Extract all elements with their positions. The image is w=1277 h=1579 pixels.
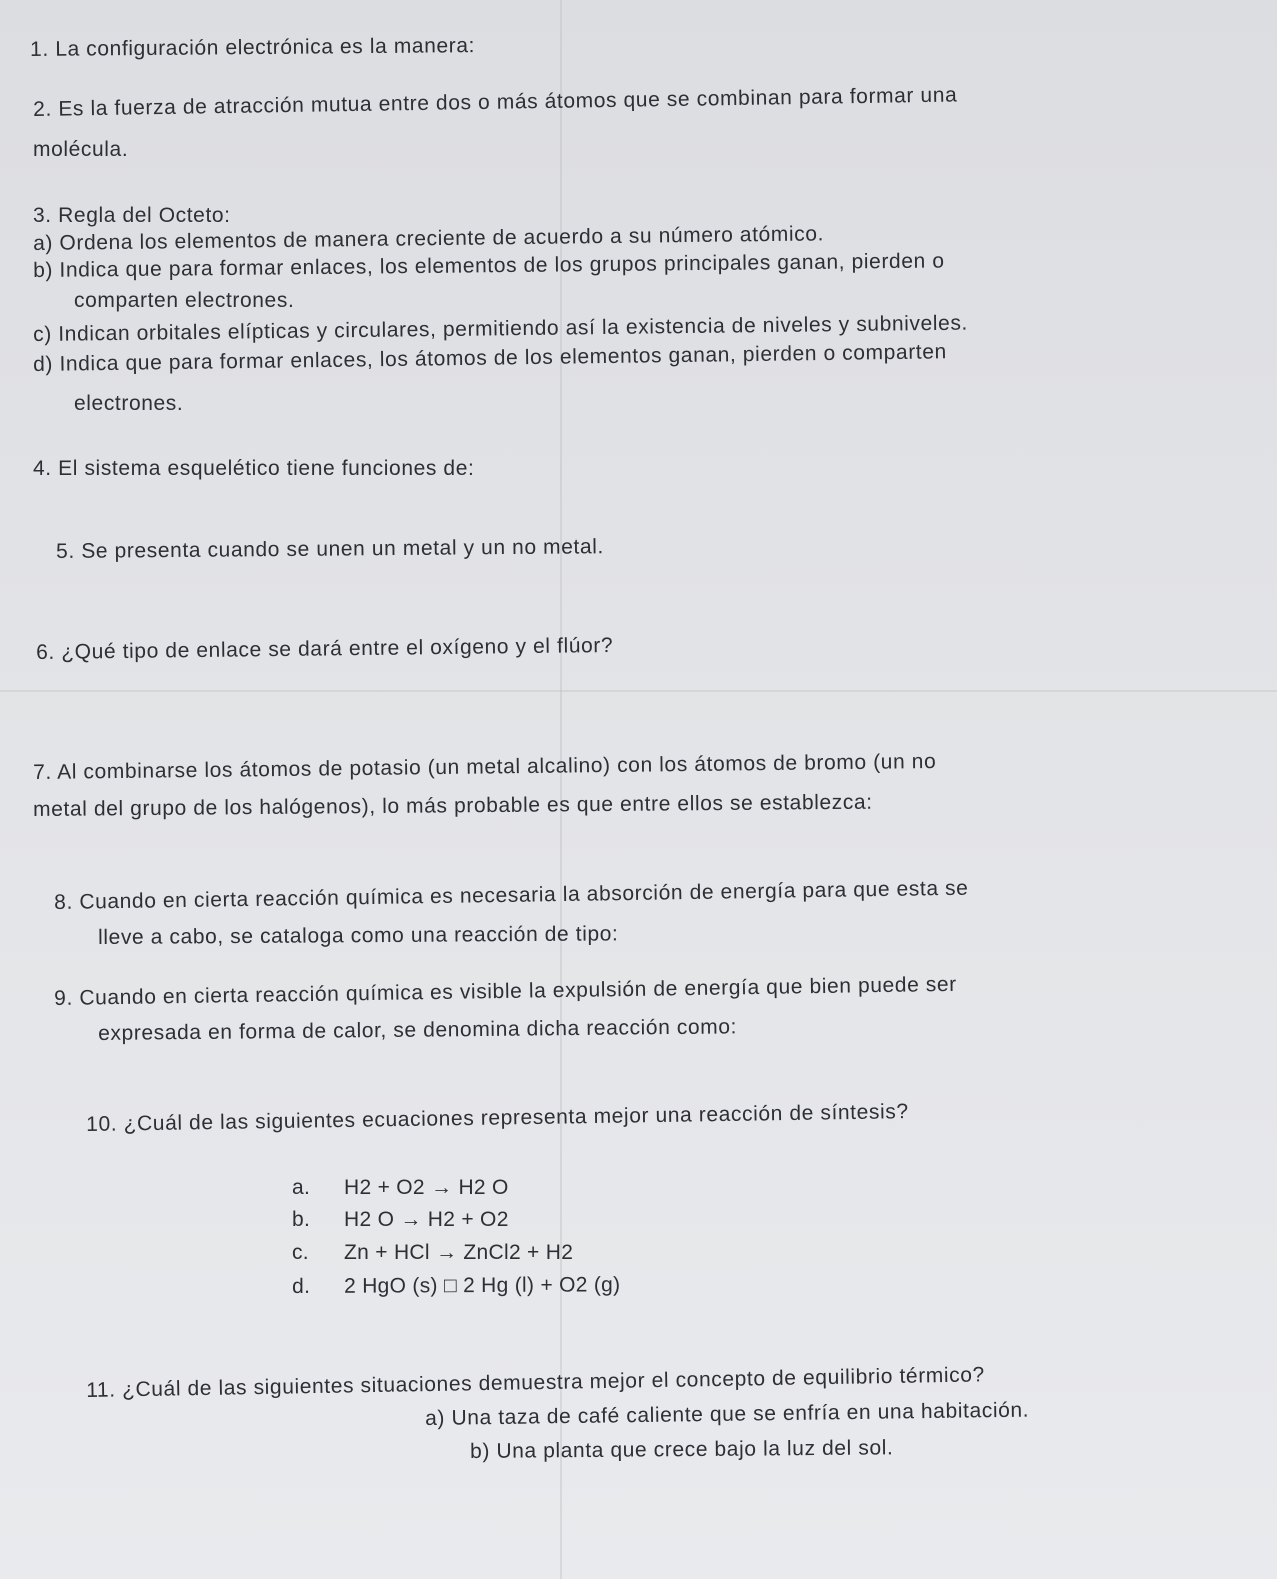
question-7-line-2: metal del grupo de los halógenos), lo más probable es que entre ellos se establezca: — [33, 790, 873, 821]
question-2-line-1: 2. Es la fuerza de atracción mutua entre dos o más átomos que se combinan para formar una — [33, 83, 958, 121]
question-4: 4. El sistema esquelético tiene funciones de: — [33, 457, 475, 480]
question-9-line-1: 9. Cuando en cierta reacción química es visible la expulsión de energía que bien puede ser — [54, 972, 957, 1010]
question-10-option-b — [292, 1207, 509, 1233]
question-3-option-d-line-1: d) Indica que para formar enlaces, los átomos de los elementos ganan, pierden o comparten — [33, 340, 947, 376]
question-11-option-a: a) Una taza de café caliente que se enfría en una habitación. — [425, 1398, 1030, 1430]
paper-fold-horizontal — [0, 690, 1277, 692]
question-10-option-a — [292, 1175, 509, 1201]
question-9-line-2: expresada en forma de calor, se denomina dicha reacción como: — [98, 1015, 738, 1045]
question-3-option-d-line-2: electrones. — [74, 392, 184, 415]
question-1: 1. La configuración electrónica es la manera: — [30, 34, 476, 61]
option-label: b. — [292, 1208, 311, 1231]
question-3-option-c: c) Indican orbitales elípticas y circulares, permitiendo así la existencia de niveles y subniveles. — [33, 311, 969, 346]
question-3: 3. Regla del Octeto: — [33, 204, 231, 227]
equation: H2 O → H2 + O2 — [344, 1208, 509, 1231]
question-3-option-b-line-1: b) Indica que para formar enlaces, los elementos de los grupos principales ganan, pierden o — [33, 249, 945, 282]
equation: Zn + HCl → ZnCl2 + H2 — [344, 1241, 574, 1264]
question-10-option-d — [292, 1272, 620, 1300]
question-5: 5. Se presenta cuando se unen un metal y un no metal. — [56, 535, 605, 563]
question-8-line-2: lleve a cabo, se cataloga como una reacción de tipo: — [98, 922, 619, 949]
question-10: 10. ¿Cuál de las siguientes ecuaciones representa mejor una reacción de síntesis? — [86, 1100, 909, 1136]
question-6: 6. ¿Qué tipo de enlace se dará entre el oxígeno y el flúor? — [36, 633, 614, 664]
question-3-option-a: a) Ordena los elementos de manera creciente de acuerdo a su número atómico. — [33, 222, 825, 255]
equation: H2 + O2 → H2 O — [344, 1176, 509, 1199]
option-label: d. — [292, 1274, 311, 1298]
equation: 2 HgO (s) □ 2 Hg (l) + O2 (g) — [344, 1273, 621, 1298]
question-3-option-b-line-2: comparten electrones. — [74, 289, 295, 312]
question-11-option-b: b) Una planta que crece bajo la luz del sol. — [470, 1436, 894, 1463]
option-label: a. — [292, 1176, 311, 1199]
question-11: 11. ¿Cuál de las siguientes situaciones demuestra mejor el concepto de equilibrio térmico? — [86, 1363, 986, 1402]
question-10-option-c — [292, 1240, 573, 1266]
question-8-line-1: 8. Cuando en cierta reacción química es necesaria la absorción de energía para que esta se — [54, 876, 969, 914]
option-label: c. — [292, 1241, 309, 1264]
question-2-line-2: molécula. — [33, 138, 129, 161]
question-7-line-1: 7. Al combinarse los átomos de potasio (un metal alcalino) con los átomos de bromo (un no — [33, 749, 937, 784]
